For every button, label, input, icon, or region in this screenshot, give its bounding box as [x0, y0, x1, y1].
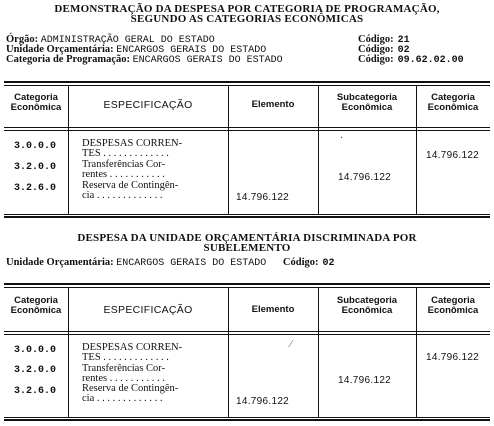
header-subcategoria: Subcategoria Econômica — [336, 295, 398, 316]
row-code: 3.0.0.0 — [14, 141, 57, 152]
meta-unidade-2: Unidade Orçamentária: ENCARGOS GERAIS DO ESTADO Código: 02 — [6, 257, 335, 269]
elemento-value: 14.796.122 — [236, 396, 290, 407]
rule-header-bottom — [4, 331, 490, 332]
section2-title-line2: SUBELEMENTO — [203, 242, 291, 254]
header-elemento: Elemento — [251, 304, 295, 315]
row-description: Transferências Cor- rentes . . . . . . . . . . . — [82, 363, 166, 384]
meta-orgao: Órgão: ADMINISTRAÇÃO GERAL DO ESTADO Código: 21 — [6, 34, 410, 46]
header-categoria: Categoria Econômica — [10, 92, 62, 113]
rule-top-thick — [4, 81, 490, 83]
header-especificacao: ESPECIFICAÇÃO — [103, 304, 193, 316]
categoria-value: 14.796.122 — [426, 150, 480, 161]
elemento-value: 14.796.122 — [236, 192, 290, 203]
rule-top-thick — [4, 283, 490, 285]
row-description: DESPESAS CORREN- TES . . . . . . . . . . . . . — [82, 342, 183, 363]
row-code: 3.2.0.0 — [14, 365, 57, 376]
meta-unidade: Unidade Orçamentária: ENCARGOS GERAIS DO ESTADO Código: 02 — [6, 44, 410, 56]
section1-title-line2: SEGUNDO AS CATEGORIAS ECONÔMICAS — [130, 13, 364, 25]
header-elemento: Elemento — [251, 99, 295, 110]
row-description: Reserva de Contingên- cia . . . . . . . . . . . . . — [82, 180, 179, 201]
subcategoria-value: 14.796.122 — [338, 375, 392, 386]
row-code: 3.2.6.0 — [14, 386, 57, 397]
row-code: 3.2.6.0 — [14, 183, 57, 194]
rule-bottom-thin — [4, 417, 490, 418]
rule-bottom-thin — [4, 214, 490, 215]
meta-categoria-programacao: Categoria de Programação: ENCARGOS GERAIS DO ESTADO Código: 09.62.02.00 — [6, 54, 464, 66]
section2-title-line1: DESPESA DA UNIDADE ORÇAMENTÁRIA DISCRIMINADA POR — [77, 232, 417, 244]
header-subcategoria: Subcategoria Econômica — [336, 92, 398, 113]
categoria-value: 14.796.122 — [426, 352, 480, 363]
subcategoria-value: 14.796.122 — [338, 172, 392, 183]
rule-top-thin — [4, 85, 490, 86]
row-code: 3.2.0.0 — [14, 162, 57, 173]
section1-title-line1: DEMONSTRAÇÃO DA DESPESA POR CATEGORIA DE PROGRAMAÇÃO, — [54, 3, 440, 15]
rule-header-bottom-2 — [4, 334, 490, 335]
row-code: 3.0.0.0 — [14, 345, 57, 356]
rule-top-thin — [4, 287, 490, 288]
row-description: Reserva de Contingên- cia . . . . . . . . . . . . . — [82, 383, 179, 404]
rule-header-bottom-2 — [4, 130, 490, 131]
header-especificacao: ESPECIFICAÇÃO — [103, 99, 193, 111]
print-speck: ⁄ — [290, 339, 292, 350]
header-categoria-2: Categoria Econômica — [427, 92, 479, 113]
table-1 — [4, 81, 490, 221]
rule-bottom-thick — [4, 419, 490, 421]
table-2 — [4, 283, 490, 426]
rule-header-bottom — [4, 127, 490, 128]
header-categoria: Categoria Econômica — [10, 295, 62, 316]
print-speck: · — [340, 133, 344, 144]
row-description: Transferências Cor- rentes . . . . . . . . . . . — [82, 159, 166, 180]
row-description: DESPESAS CORREN- TES . . . . . . . . . . . . . — [82, 138, 183, 159]
header-categoria-2: Categoria Econômica — [427, 295, 479, 316]
rule-bottom-thick — [4, 216, 490, 218]
